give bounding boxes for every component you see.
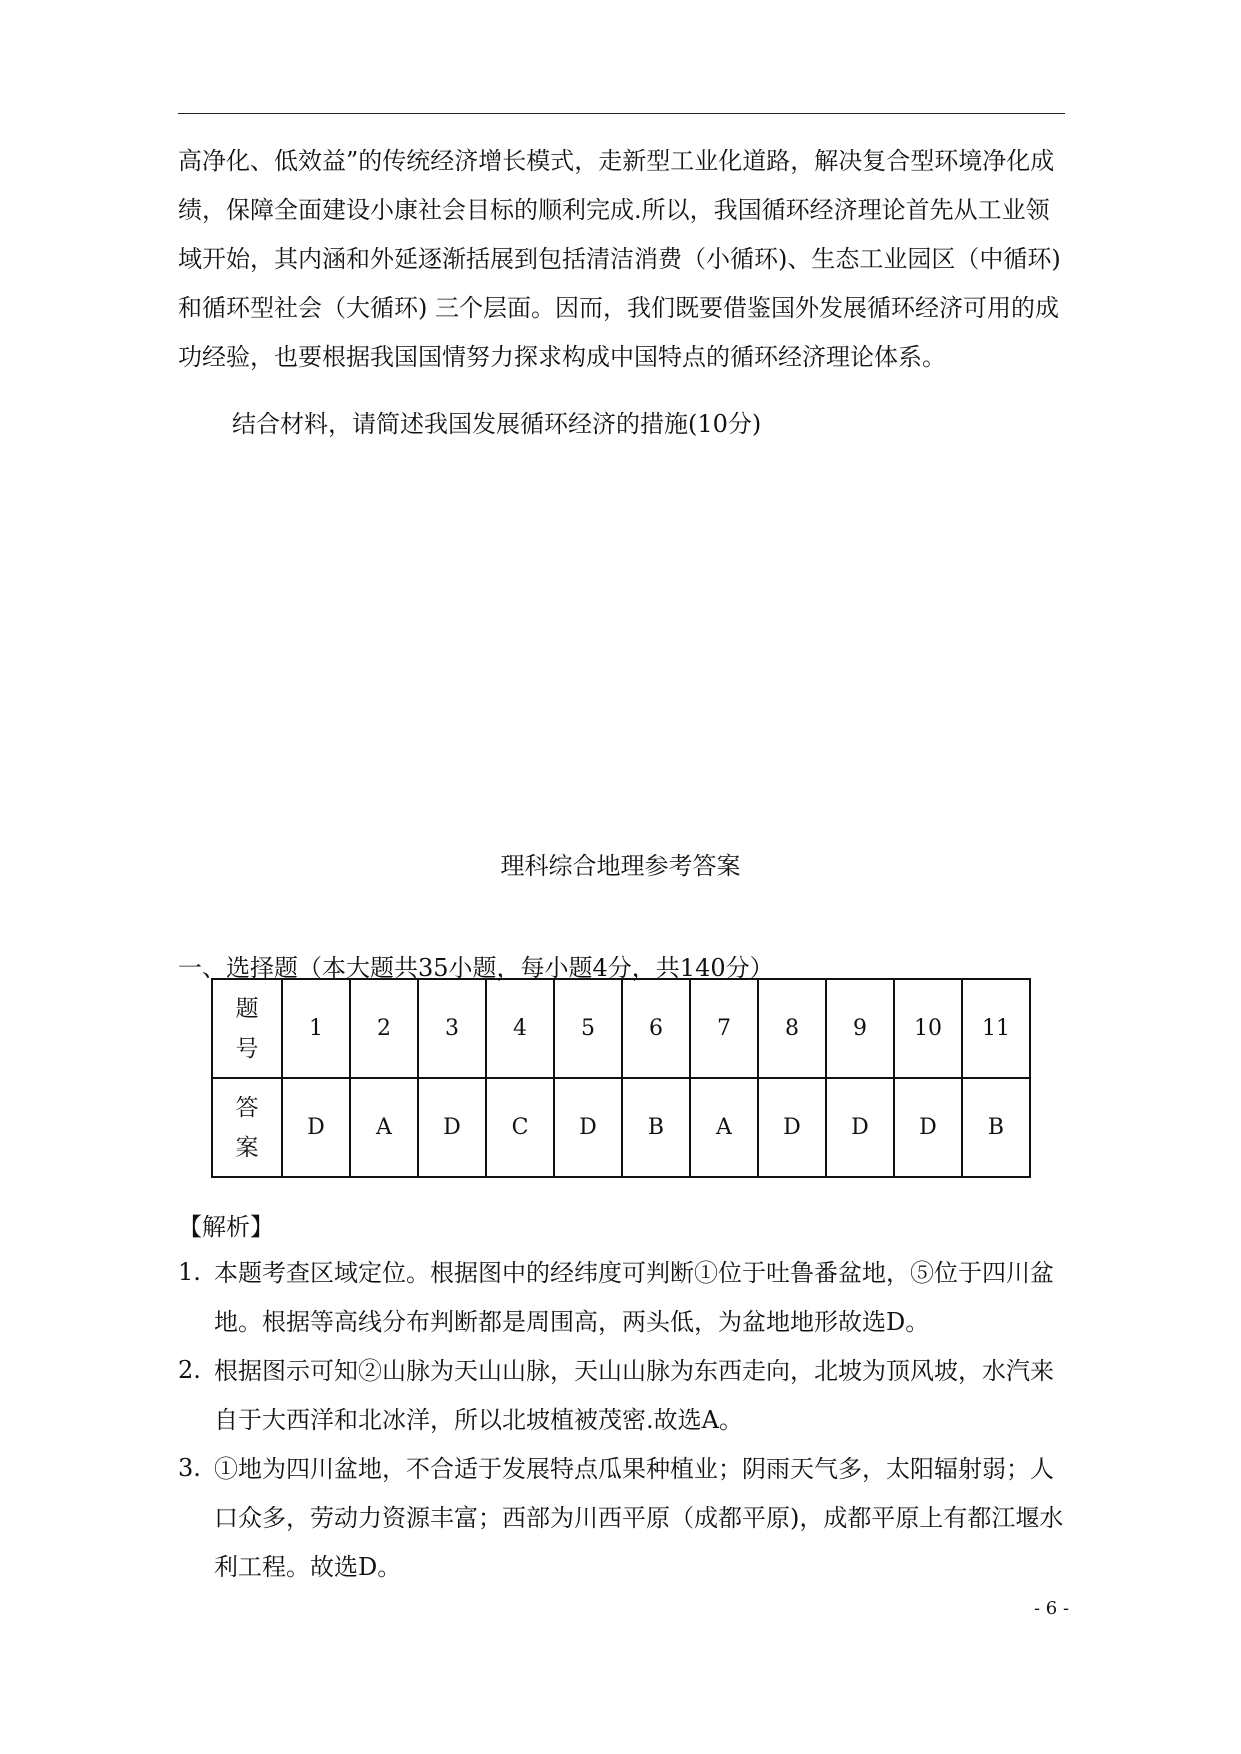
table-cell: 7 (690, 979, 758, 1078)
section-heading: 一、选择题（本大题共35小题，每小题4分，共140分） (178, 954, 774, 982)
paragraph-line: 和循环型社会（大循环) 三个层面。因而，我们既要借鉴国外发展循环经济可用的成 (178, 294, 1059, 322)
table-cell: 9 (826, 979, 894, 1078)
solution-line: ①地为四川盆地，不合适于发展特点瓜果种植业；阴雨天气多，太阳辐射弱；人 (214, 1455, 1054, 1483)
table-cell: A (690, 1078, 758, 1177)
solution-line: 自于大西洋和北冰洋，所以北坡植被茂密.故选A。 (214, 1406, 743, 1434)
solution-number: 2. (178, 1356, 201, 1384)
table-cell: 1 (282, 979, 350, 1078)
solution-1 (214, 1253, 1054, 1343)
paragraph-line: 绩，保障全面建设小康社会目标的顺利完成.所以，我国循环经济理论首先从工业领 (178, 196, 1050, 224)
table-cell: 11 (962, 979, 1030, 1078)
paragraph-line: 域开始，其内涵和外延逐渐括展到包括清洁消费（小循环)、生态工业园区（中循环) (178, 245, 1061, 273)
table-row (212, 1078, 1030, 1177)
table-cell: D (554, 1078, 622, 1177)
header-char: 题 (235, 995, 259, 1022)
table-cell: D (418, 1078, 486, 1177)
solution-line: 地。根据等高线分布判断都是周围高，两头低，为盆地地形故选D。 (214, 1308, 930, 1336)
answer-title: 理科综合地理参考答案 (500, 852, 741, 880)
table-cell: 2 (350, 979, 418, 1078)
header-char: 案 (235, 1134, 259, 1161)
table-cell: C (486, 1078, 554, 1177)
table-cell: 3 (418, 979, 486, 1078)
solution-line: 口众多，劳动力资源丰富；西部为川西平原（成都平原)，成都平原上有都江堰水 (214, 1504, 1064, 1532)
header-char: 号 (235, 1035, 259, 1062)
paragraph-line: 高净化、低效益”的传统经济增长模式，走新型工业化道路，解决复合型环境净化成 (178, 147, 1055, 175)
table-cell: B (962, 1078, 1030, 1177)
table-cell: D (894, 1078, 962, 1177)
question-prompt: 结合材料，请简述我国发展循环经济的措施(10分) (232, 410, 762, 438)
answer-table (211, 978, 1031, 1178)
table-cell: 10 (894, 979, 962, 1078)
table-cell: 6 (622, 979, 690, 1078)
solution-line: 本题考查区域定位。根据图中的经纬度可判断①位于吐鲁番盆地，⑤位于四川盆 (214, 1259, 1054, 1287)
solution-line: 根据图示可知②山脉为天山山脉，天山山脉为东西走向，北坡为顶风坡，水汽来 (214, 1357, 1054, 1385)
header-char: 答 (235, 1094, 259, 1121)
solution-line: 利工程。故选D。 (214, 1553, 402, 1581)
table-cell: D (282, 1078, 350, 1177)
header-rule (178, 113, 1065, 114)
analysis-label: 【解析】 (178, 1213, 274, 1241)
solution-number: 3. (178, 1454, 201, 1482)
page-number: - 6 - (1034, 1598, 1070, 1619)
solution-3 (214, 1449, 1063, 1588)
table-cell: 8 (758, 979, 826, 1078)
header-question-number (212, 979, 282, 1078)
table-cell: D (826, 1078, 894, 1177)
table-cell: A (350, 1078, 418, 1177)
material-paragraph (178, 141, 1098, 378)
solution-2 (214, 1351, 1054, 1441)
paragraph-line: 功经验，也要根据我国国情努力探求构成中国特点的循环经济理论体系。 (178, 343, 946, 371)
table-row (212, 979, 1030, 1078)
table-cell: B (622, 1078, 690, 1177)
table-cell: 4 (486, 979, 554, 1078)
table-cell: D (758, 1078, 826, 1177)
solution-number: 1. (178, 1258, 201, 1286)
table-cell: 5 (554, 979, 622, 1078)
header-answer (212, 1078, 282, 1177)
